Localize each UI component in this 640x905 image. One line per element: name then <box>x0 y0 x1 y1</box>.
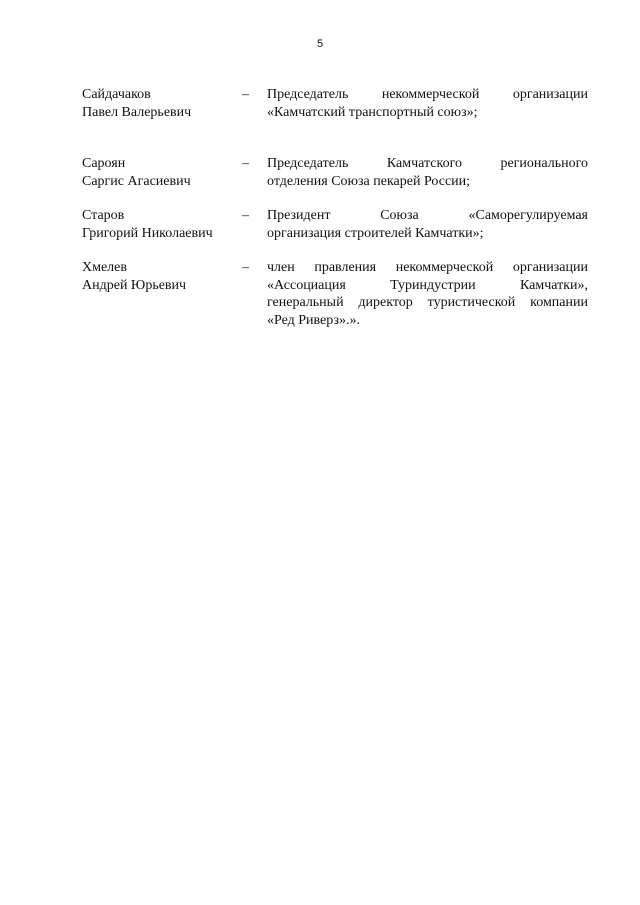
description-line: член правления некоммерческой организации <box>267 260 588 275</box>
description-line: Председатель некоммерческой организации <box>267 87 588 102</box>
member-description <box>267 259 588 329</box>
member-given-name: Григорий Николаевич <box>82 225 213 241</box>
member-entry <box>82 207 588 242</box>
member-entry <box>82 86 588 121</box>
member-surname: Сайдачаков <box>82 87 151 102</box>
member-name <box>82 259 242 329</box>
member-given-name: Павел Валерьевич <box>82 104 192 120</box>
member-description <box>267 155 588 190</box>
member-name <box>82 86 242 121</box>
description-line: «Ред Риверз».». <box>267 312 360 328</box>
dash-separator: – <box>242 208 249 223</box>
dash-separator: – <box>242 87 249 102</box>
member-surname: Хмелев <box>82 260 127 275</box>
description-line: «Камчатский транспортный союз»; <box>267 104 478 120</box>
page-number: 5 <box>316 38 324 50</box>
member-name <box>82 207 242 242</box>
member-list <box>82 86 588 329</box>
member-surname: Сароян <box>82 156 126 171</box>
member-given-name: Андрей Юрьевич <box>82 277 187 293</box>
description-line: Президент Союза «Саморегулируемая <box>267 208 588 223</box>
member-entry <box>82 155 588 190</box>
description-line: «Ассоциация Туриндустрии Камчатки», <box>267 277 588 293</box>
description-line: организация строителей Камчатки»; <box>267 225 484 241</box>
dash-separator: – <box>242 156 249 171</box>
member-description <box>267 207 588 242</box>
member-given-name: Саргис Агасиевич <box>82 173 191 189</box>
member-name <box>82 155 242 190</box>
member-description <box>267 86 588 121</box>
member-surname: Старов <box>82 208 125 223</box>
description-line: генеральный директор туристической компании <box>267 295 588 310</box>
dash-separator: – <box>242 260 249 275</box>
description-line: Председатель Камчатского регионального <box>267 156 588 171</box>
description-line: отделения Союза пекарей России; <box>267 173 471 189</box>
member-entry <box>82 259 588 329</box>
